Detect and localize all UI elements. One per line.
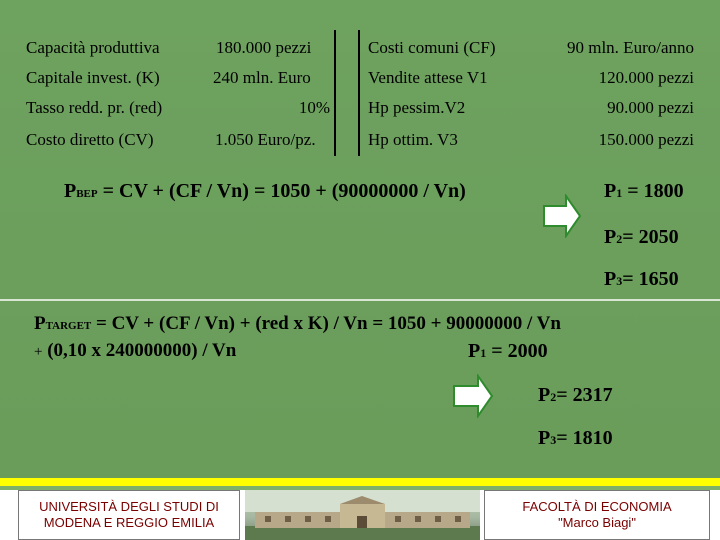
table-label: Hp ottim. V3 bbox=[368, 130, 458, 149]
bep-formula bbox=[64, 180, 466, 203]
right-arrow-icon bbox=[542, 194, 582, 238]
table-value: 180.000 pezzi bbox=[216, 38, 312, 57]
table-label: Costi comuni (CF) bbox=[368, 38, 496, 57]
table-divider bbox=[358, 30, 360, 156]
table-value: 1.050 Euro/pz. bbox=[215, 130, 316, 149]
table-label: Tasso redd. pr. (red) bbox=[26, 98, 163, 117]
building-photo bbox=[245, 490, 480, 540]
target-formula-line1 bbox=[34, 313, 561, 335]
table-label: Capitale invest. (K) bbox=[26, 68, 160, 87]
table-label: Vendite attese V1 bbox=[368, 68, 488, 87]
university-line1: UNIVERSITÀ DEGLI STUDI DI bbox=[39, 499, 219, 514]
right-arrow-icon bbox=[452, 374, 494, 418]
table-value: 120.000 pezzi bbox=[598, 68, 694, 87]
table-label: Hp pessim.V2 bbox=[368, 98, 466, 117]
building-image bbox=[245, 490, 480, 540]
target-expression: = CV + (CF / Vn) + (red x K) / Vn = 1050 + 90000000 / Vn bbox=[91, 313, 561, 334]
faculty-logo bbox=[484, 490, 710, 540]
bep-expression: = CV + (CF / Vn) = 1050 + (90000000 / Vn) bbox=[97, 180, 466, 202]
bep-subscript: BEP bbox=[76, 188, 98, 200]
university-logo bbox=[18, 490, 240, 540]
university-line2: MODENA E REGGIO EMILIA bbox=[43, 515, 215, 530]
target-result-2: P2= 2317 bbox=[538, 384, 613, 406]
target-formula-line2: + (0,10 x 240000000) / Vn bbox=[34, 340, 237, 361]
table-value: 150.000 pezzi bbox=[598, 130, 694, 149]
bep-result-3: P3= 1650 bbox=[604, 268, 679, 290]
section-divider bbox=[0, 299, 720, 301]
faculty-line1: FACOLTÀ DI ECONOMIA bbox=[522, 499, 672, 514]
table-value: 10% bbox=[298, 98, 330, 117]
target-result-3: P3= 1810 bbox=[538, 427, 613, 449]
target-subscript: TARGET bbox=[45, 320, 92, 332]
bep-result-2: P2= 2050 bbox=[604, 226, 679, 248]
table-divider bbox=[334, 30, 336, 156]
faculty-line2: "Marco Biagi" bbox=[558, 515, 636, 530]
table-value: 90.000 pezzi bbox=[607, 98, 694, 117]
table-value: 240 mln. Euro bbox=[213, 68, 311, 87]
table-value: 90 mln. Euro/anno bbox=[566, 38, 694, 57]
bep-result-1: P1 = 1800 bbox=[604, 180, 684, 202]
target-p: P bbox=[34, 313, 46, 334]
table-label: Costo diretto (CV) bbox=[26, 130, 154, 149]
bep-p: P bbox=[64, 180, 77, 202]
table-label: Capacità produttiva bbox=[26, 38, 160, 57]
footer-yellow-band bbox=[0, 478, 720, 486]
target-result-1: P1 = 2000 bbox=[468, 340, 548, 362]
